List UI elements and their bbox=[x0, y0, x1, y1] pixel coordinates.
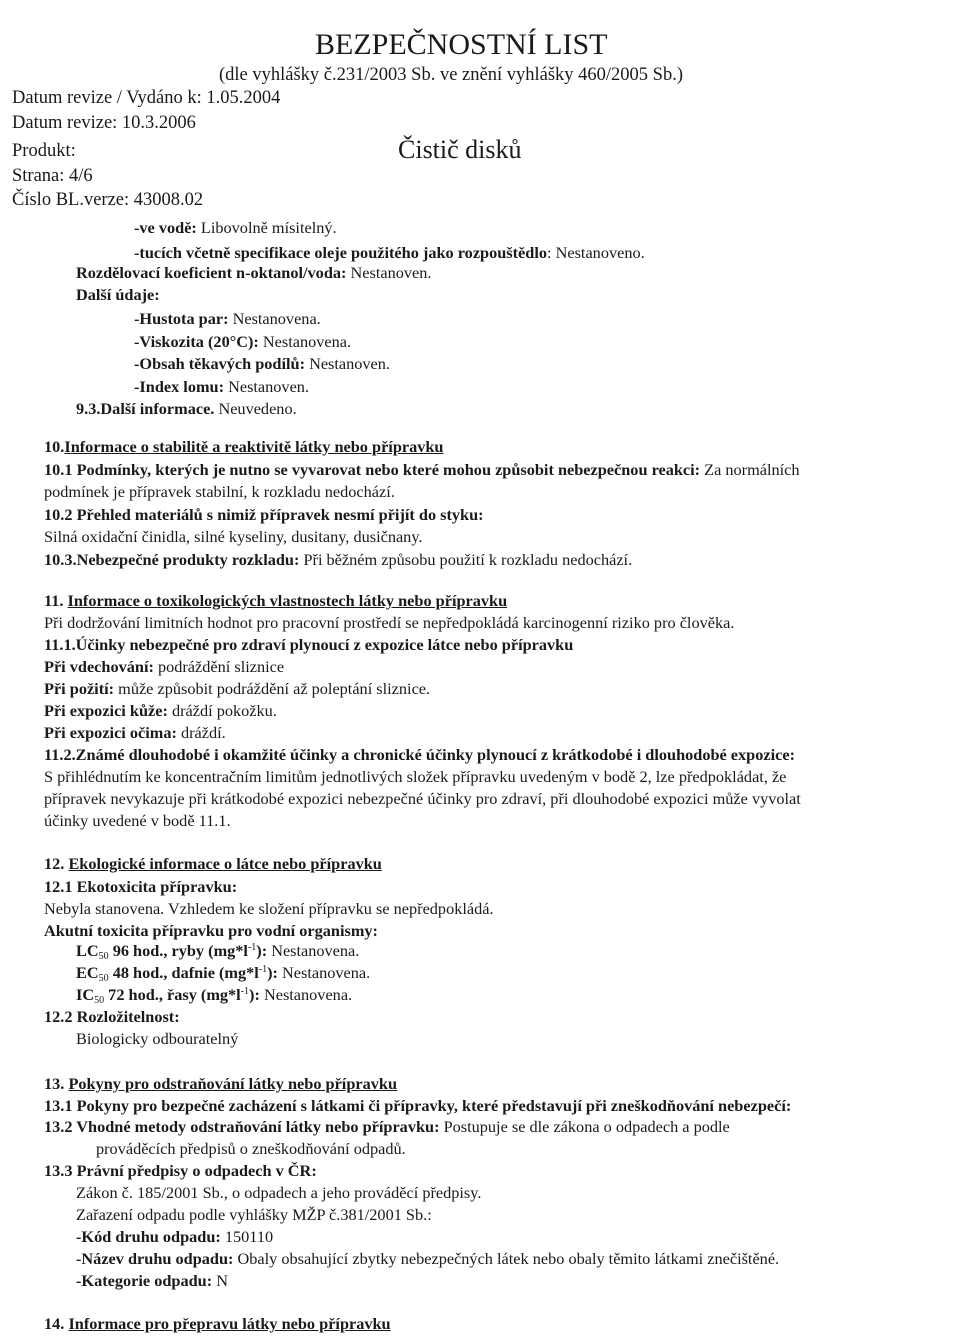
safe-handling: 13.1 Pokyny pro bezpečné zacházení s látkami či přípravky, které představují při zneškodňování nebezpečí: bbox=[44, 1096, 792, 1115]
refractive-index: -Index lomu: Nestanoven. bbox=[134, 377, 310, 396]
other-data-heading: Další údaje: bbox=[76, 285, 160, 304]
regulation-note: (dle vyhlášky č.231/2003 Sb. ve znění vyhlášky 460/2005 Sb.) bbox=[219, 65, 683, 85]
waste-code: -Kód druhu odpadu: 150110 bbox=[76, 1227, 274, 1246]
waste-classification: Zařazení odpadu podle vyhlášky MŽP č.381/2001 Sb.: bbox=[76, 1205, 432, 1224]
waste-law: Zákon č. 185/2001 Sb., o odpadech a jeho prováděcí předpisy. bbox=[76, 1183, 482, 1202]
version-number: Číslo BL.verze: 43008.02 bbox=[12, 190, 204, 210]
page-number: Strana: 4/6 bbox=[12, 166, 93, 186]
chronic-effects-line-2: přípravek nevykazuje při krátkodobé expozici nebezpečné účinky pro zdraví, při dlouhodobé expozici může vyvolat bbox=[44, 789, 801, 808]
waste-category: -Kategorie odpadu: N bbox=[76, 1271, 228, 1290]
degradability-text: Biologicky odbouratelný bbox=[76, 1029, 239, 1048]
other-information: 9.3.Další informace. Neuvedeno. bbox=[76, 399, 297, 418]
disposal-methods-cont: prováděcích předpisů o zneškodňování odpadů. bbox=[96, 1139, 406, 1158]
section-11-heading: 11. Informace o toxikologických vlastnostech látky nebo přípravku bbox=[44, 591, 508, 610]
legal-regulations-heading: 13.3 Právní předpisy o odpadech v ČR: bbox=[44, 1161, 317, 1180]
water-solubility: -ve vodě: Libovolně mísitelný. bbox=[134, 218, 337, 237]
chronic-effects-line-1: S přihlédnutím ke koncentračním limitům jednotlivých složek přípravku uvedeným v bodě 2, lze předpokládat, že bbox=[44, 767, 787, 786]
degradability-heading: 12.2 Rozložitelnost: bbox=[44, 1007, 180, 1026]
inhalation: Při vdechování: podráždění sliznice bbox=[44, 657, 285, 676]
ingestion: Při požití: může způsobit podráždění až poleptání sliznice. bbox=[44, 679, 431, 698]
acute-toxicity-heading: Akutní toxicita přípravku pro vodní organismy: bbox=[44, 921, 378, 940]
product-name: Čistič disků bbox=[398, 135, 522, 164]
ic50-algae: $IC_{50}$ 72 hod., řasy $(mg*l^{-1})$: Nestanovena. bbox=[76, 985, 353, 1006]
lc50-fish: $LC_{50}$ 96 hod., ryby $(mg*l^{-1})$: Nestanovena. bbox=[76, 941, 360, 962]
health-effects-heading: 11.1.Účinky nebezpečné pro zdraví plynoucí z expozice látce nebo přípravku bbox=[44, 635, 574, 654]
disposal-methods: 13.2 Vhodné metody odstraňování látky nebo přípravku: Postupuje se dle zákona o odpadech a podle bbox=[44, 1117, 730, 1136]
fat-solubility: -tucích včetně specifikace oleje použitého jako rozpouštědlo: Nestanoveno. bbox=[134, 243, 645, 262]
incompatible-materials-list: Silná oxidační činidla, silné kyseliny, dusitany, dusičnany. bbox=[44, 527, 423, 546]
ec50-daphnia: $EC_{50}$ 48 hod., dafnie $(mg*l^{-1})$: Nestanovena. bbox=[76, 963, 371, 984]
revision-issued: Datum revize / Vydáno k: 1.05.2004 bbox=[12, 88, 281, 108]
chronic-effects-heading: 11.2.Známé dlouhodobé i okamžité účinky a chronické účinky plynoucí z krátkodobé i dlouhodobé expozice: bbox=[44, 745, 795, 764]
waste-name: -Název druhu odpadu: Obaly obsahující zbytky nebezpečných látek nebo obaly těmito látkami znečištěné. bbox=[76, 1249, 780, 1268]
section-10-heading: 10.Informace o stabilitě a reaktivitě látky nebo přípravku bbox=[44, 437, 444, 456]
eye-exposure: Při expozici očima: dráždí. bbox=[44, 723, 226, 742]
volatile-content: -Obsah těkavých podílů: Nestanoven. bbox=[134, 354, 390, 373]
partition-coefficient: Rozdělovací koeficient n-oktanol/voda: Nestanoven. bbox=[76, 263, 432, 282]
ecotoxicity-heading: 12.1 Ekotoxicita přípravku: bbox=[44, 877, 238, 896]
decomposition-products: 10.3.Nebezpečné produkty rozkladu: Při běžném způsobu použití k rozkladu nedochází. bbox=[44, 550, 633, 569]
viscosity: -Viskozita (20°C): Nestanovena. bbox=[134, 332, 352, 351]
carcinogenic-note: Při dodržování limitních hodnot pro pracovní prostředí se nepředpokládá karcinogenní riziko pro člověka. bbox=[44, 613, 735, 632]
conditions-to-avoid: 10.1 Podmínky, kterých je nutno se vyvarovat nebo které mohou způsobit nebezpečnou reakci: Za normálních bbox=[44, 460, 800, 479]
document-title: BEZPEČNOSTNÍ LIST bbox=[315, 28, 608, 61]
chronic-effects-line-3: účinky uvedené v bodě 11.1. bbox=[44, 811, 231, 830]
section-13-heading: 13. Pokyny pro odstraňování látky nebo přípravku bbox=[44, 1074, 398, 1093]
ecotoxicity-text: Nebyla stanovena. Vzhledem ke složení přípravku se nepředpokládá. bbox=[44, 899, 494, 918]
section-14-heading: 14. Informace pro přepravu látky nebo přípravku bbox=[44, 1314, 391, 1333]
section-12-heading: 12. Ekologické informace o látce nebo přípravku bbox=[44, 854, 382, 873]
skin-exposure: Při expozici kůže: dráždí pokožku. bbox=[44, 701, 277, 720]
product-label: Produkt: bbox=[12, 141, 76, 161]
revision-date: Datum revize: 10.3.2006 bbox=[12, 113, 196, 133]
conditions-to-avoid-cont: podmínek je přípravek stabilní, k rozkladu nedochází. bbox=[44, 482, 395, 501]
incompatible-materials: 10.2 Přehled materiálů s nimiž přípravek nesmí přijít do styku: bbox=[44, 505, 484, 524]
vapor-density: -Hustota par: Nestanovena. bbox=[134, 309, 321, 328]
